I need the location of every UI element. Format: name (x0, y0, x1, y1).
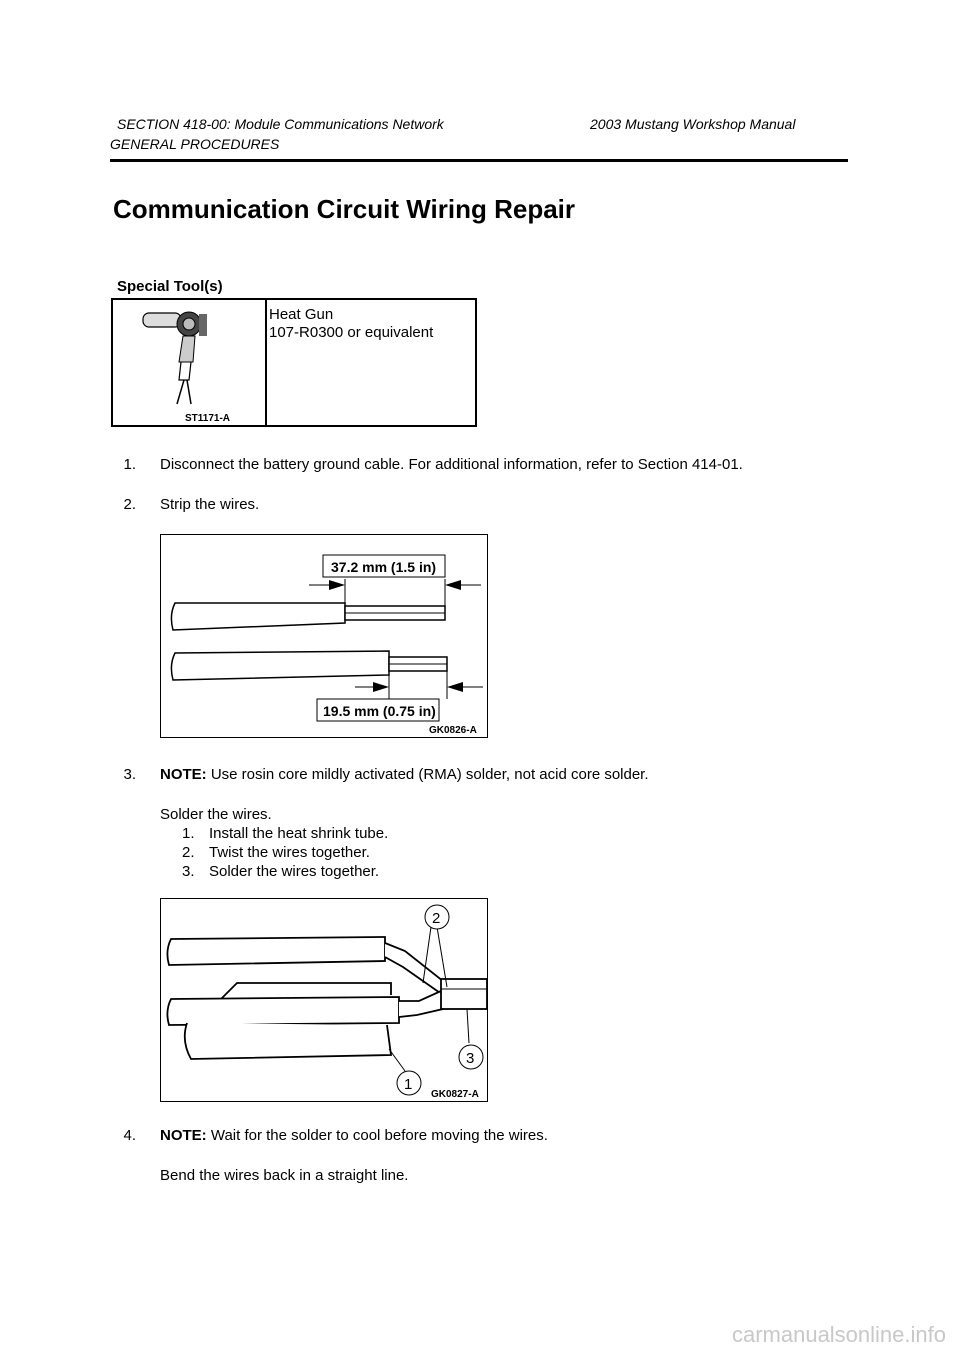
substep-number: 1. (182, 825, 195, 842)
figure-code: GK0826-A (429, 725, 477, 736)
tool-image-code: ST1171-A (185, 413, 231, 424)
step-number: 4. (123, 1127, 136, 1144)
callout-1: 1 (404, 1076, 413, 1093)
solder-wires-figure (160, 898, 488, 1102)
step-number: 1. (123, 456, 136, 473)
substep-number: 3. (182, 863, 195, 880)
watermark: carmanualsonline.info (731, 1322, 946, 1347)
heat-gun-icon (113, 300, 263, 425)
strip-wires-figure (160, 534, 488, 738)
list-item (160, 843, 560, 862)
tool-number: 107-R0300 or equivalent (269, 324, 434, 341)
step-3-instruction: Solder the wires. (160, 806, 272, 823)
section-header: SECTION 418-00: Module Communications Network (117, 116, 444, 132)
note-label: NOTE: (160, 1127, 207, 1144)
list-item (160, 824, 560, 843)
dimension-label-short: 19.5 mm (0.75 in) (323, 703, 436, 719)
step-text: Strip the wires. (160, 496, 260, 513)
step-text: Disconnect the battery ground cable. For additional information, refer to Section 414-01. (160, 456, 743, 473)
step-number: 2. (123, 496, 136, 513)
substep-number: 2. (182, 844, 195, 861)
note-text: Wait for the solder to cool before moving the wires. (210, 1127, 548, 1144)
callout-2: 2 (432, 910, 441, 927)
category-label: GENERAL PROCEDURES (110, 136, 280, 152)
substep-list (160, 824, 560, 881)
substep-text: Twist the wires together. (209, 844, 370, 861)
callout-3: 3 (466, 1050, 475, 1067)
dimension-label-long: 37.2 mm (1.5 in) (331, 559, 437, 575)
tool-name: Heat Gun (269, 306, 334, 323)
heat-gun-illustration (113, 300, 267, 425)
substep-text: Install the heat shrink tube. (209, 825, 389, 842)
substep-text: Solder the wires together. (209, 863, 380, 880)
manual-title: 2003 Mustang Workshop Manual (590, 116, 796, 132)
note-label: NOTE: (160, 766, 207, 783)
page-title: Communication Circuit Wiring Repair (113, 194, 576, 224)
special-tools-table (111, 298, 477, 427)
note-text: Use rosin core mildly activated (RMA) solder, not acid core solder. (210, 766, 649, 783)
special-tools-heading: Special Tool(s) (117, 278, 223, 295)
step-number: 3. (123, 766, 136, 783)
figure-code: GK0827-A (431, 1089, 479, 1100)
step-4-instruction: Bend the wires back in a straight line. (160, 1167, 409, 1184)
list-item (160, 862, 560, 881)
header-rule (110, 159, 848, 162)
